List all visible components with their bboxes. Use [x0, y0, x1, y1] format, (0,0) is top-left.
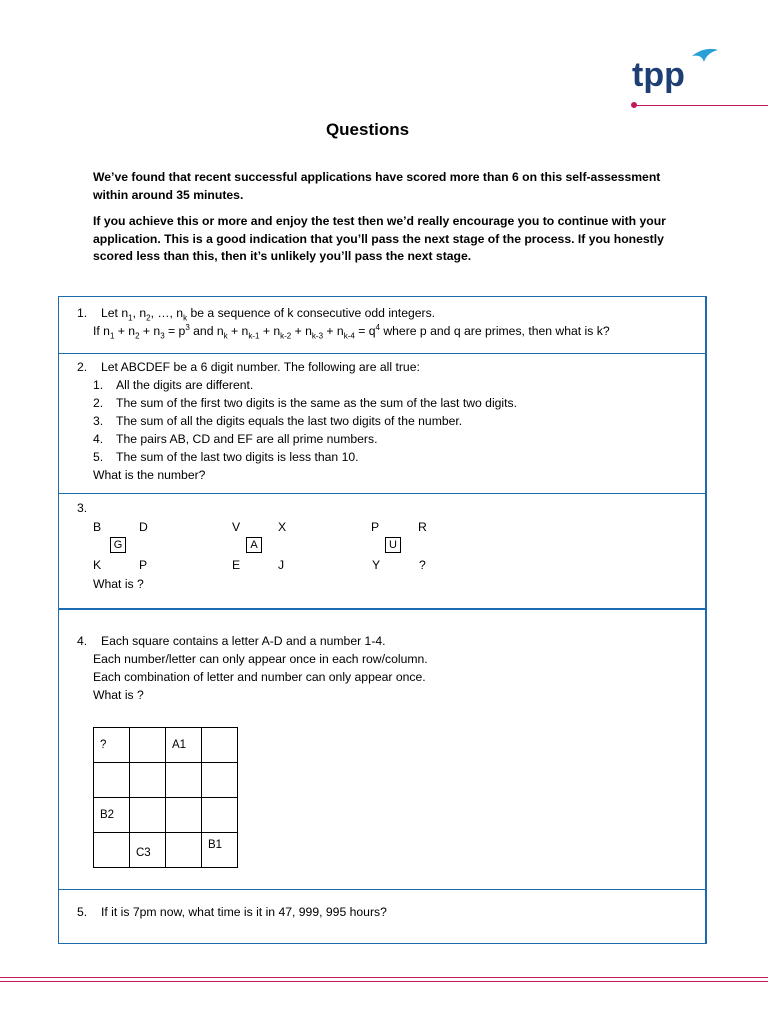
q4-line: Each number/letter can only appear once in each row/column.: [93, 652, 428, 666]
q4-line: What is ?: [93, 688, 144, 702]
logo-dot: [631, 102, 637, 108]
q3-group-1-center-box: G: [110, 537, 126, 553]
q1-line-2: If $n_1 + n_2 + n_3 = p^3$ and $n_k + n_{k-1} + n_{k-2} + n_{k-3} + n_{k-4} = q^4$ where p and q are primes, then what is k?: [93, 322, 610, 341]
q3-number: 3.: [77, 501, 88, 515]
grid-cell: C3: [130, 833, 166, 868]
grid-cell: [130, 798, 166, 833]
grid-cell: [202, 763, 238, 798]
separator: [59, 353, 705, 354]
q1-number: 1.: [77, 306, 88, 320]
grid-cell: ?: [94, 728, 130, 763]
logo-rule: [634, 105, 768, 106]
q3-group-2-bottom-right: J: [278, 558, 285, 572]
q2-item-number: 2.: [93, 396, 104, 410]
q3-group-3-top-left: P: [371, 520, 380, 534]
grid-row: [94, 728, 238, 763]
q3-group-1-bottom-right: P: [139, 558, 148, 572]
logo-text: tpp: [632, 56, 685, 94]
grid-row: [94, 833, 238, 868]
q5-text: If it is 7pm now, what time is it in 47, 999, 995 hours?: [101, 905, 387, 919]
grid-row: [94, 798, 238, 833]
q2-item-text: The pairs AB, CD and EF are all prime numbers.: [116, 432, 378, 446]
q5-number: 5.: [77, 905, 88, 919]
grid-cell: [166, 833, 202, 868]
q2-item-text: All the digits are different.: [116, 378, 254, 392]
separator: [59, 493, 705, 494]
q3-group-3-top-right: R: [418, 520, 427, 534]
q3-question: What is ?: [93, 577, 144, 591]
intro-paragraph-2: If you achieve this or more and enjoy the test then we’d really encourage you to continue with your application. This is a good indication that you’ll pass the next stage of the process. If you honestly scored less than this, then it’s unlikely you’ll pass the next stage.: [93, 214, 666, 263]
q4-line: Each square contains a letter A-D and a number 1-4.: [101, 634, 386, 648]
q2-item-number: 1.: [93, 378, 104, 392]
q2-item-number: 4.: [93, 432, 104, 446]
q3-group-2-center-box: A: [246, 537, 262, 553]
grid-cell: [202, 798, 238, 833]
q2-intro: Let ABCDEF be a 6 digit number. The following are all true:: [101, 360, 420, 374]
grid-cell: B2: [94, 798, 130, 833]
footer-rule: [0, 977, 768, 978]
q3-group-3-bottom-left: Y: [372, 558, 381, 572]
q4-grid: [93, 727, 238, 868]
q1-line-1: Let $n_1$, $n_2$, …, $n_k$ be a sequence of k consecutive odd integers.: [101, 306, 436, 323]
swoosh-icon: [692, 49, 718, 62]
q2-item-text: The sum of the last two digits is less than 10.: [116, 450, 359, 464]
q4-line: Each combination of letter and number can only appear once.: [93, 670, 426, 684]
grid-cell: [130, 728, 166, 763]
page-title: Questions: [325, 120, 410, 139]
grid-cell: A1: [166, 728, 202, 763]
footer-rule: [0, 981, 768, 982]
q2-item-text: The sum of the first two digits is the same as the sum of the last two digits.: [116, 396, 518, 410]
q3-group-2-top-left: V: [232, 520, 241, 534]
separator: [59, 608, 705, 610]
grid-cell: [130, 763, 166, 798]
intro-paragraph-1: We’ve found that recent successful applications have scored more than 6 on this self-assessment within around 35 minutes.: [93, 170, 661, 202]
q3-group-1-bottom-left: K: [93, 558, 102, 572]
q3-group-3-bottom-right: ?: [419, 558, 426, 572]
grid-cell: [166, 763, 202, 798]
grid-cell: [94, 763, 130, 798]
tpp-logo: [630, 46, 720, 96]
q3-group-1-top-left: B: [93, 520, 102, 534]
q2-question: What is the number?: [93, 468, 206, 482]
q2-item-text: The sum of all the digits equals the last two digits of the number.: [116, 414, 463, 428]
q3-group-2-bottom-left: E: [232, 558, 241, 572]
q3-group-3-center-box: U: [385, 537, 401, 553]
q3-group-2-top-right: X: [278, 520, 287, 534]
grid-cell: [94, 833, 130, 868]
grid-row: [94, 763, 238, 798]
q4-number: 4.: [77, 634, 88, 648]
separator: [59, 889, 705, 890]
questions-box: [58, 296, 707, 944]
q3-group-1-top-right: D: [139, 520, 148, 534]
grid-cell: [166, 798, 202, 833]
grid-cell: B1: [202, 833, 238, 868]
q2-item-number: 5.: [93, 450, 104, 464]
grid-cell: [202, 728, 238, 763]
q2-item-number: 3.: [93, 414, 104, 428]
q2-number: 2.: [77, 360, 88, 374]
